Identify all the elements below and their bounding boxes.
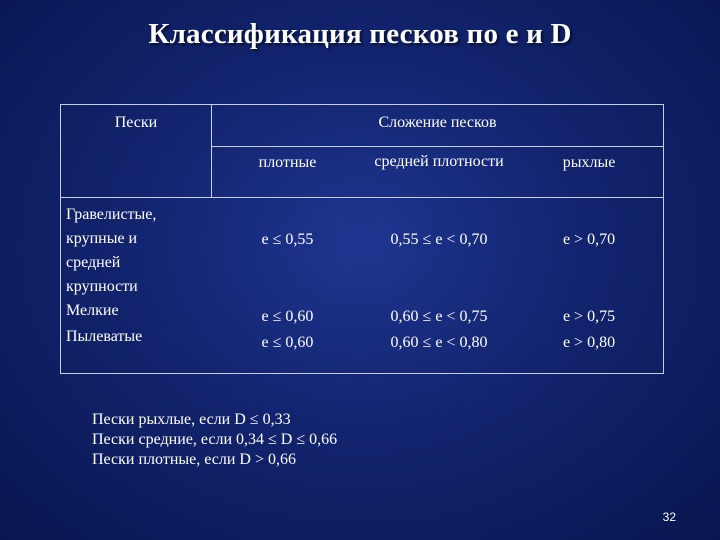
column-dense: плотные xyxy=(258,154,317,171)
table-cell: 0,55 ≤ e < 0,70 xyxy=(390,231,488,248)
column-loose: рыхлые xyxy=(562,154,616,171)
row-label: крупности xyxy=(66,278,138,295)
table-cell: 0,60 ≤ e < 0,75 xyxy=(390,308,488,325)
table-cell: 0,60 ≤ e < 0,80 xyxy=(390,334,488,351)
row-label: крупные и xyxy=(66,230,138,247)
density-notes xyxy=(92,410,337,470)
table-cell: e > 0,75 xyxy=(562,308,616,325)
table-cell: e ≤ 0,55 xyxy=(261,231,314,248)
note-line: Пески плотные, если D > 0,66 xyxy=(92,451,296,468)
table-cell: e ≤ 0,60 xyxy=(261,334,314,351)
classification-table xyxy=(60,104,664,374)
slide-title: Классификация песков по e и D xyxy=(148,18,572,50)
row-label: Пылеватые xyxy=(66,328,143,345)
row-label: средней xyxy=(66,254,121,271)
column-medium-density: средней плотности xyxy=(374,153,504,170)
note-line: Пески рыхлые, если D ≤ 0,33 xyxy=(92,411,291,428)
table-divider xyxy=(61,197,663,198)
row-label: Мелкие xyxy=(66,302,119,319)
slide-number: 32 xyxy=(662,510,676,524)
note-line: Пески средние, если 0,34 ≤ D ≤ 0,66 xyxy=(92,431,338,448)
table-cell: e > 0,70 xyxy=(562,231,616,248)
table-divider xyxy=(211,146,664,147)
header-sands: Пески xyxy=(114,114,158,131)
header-composition: Сложение песков xyxy=(378,114,497,131)
row-label: Гравелистые, xyxy=(66,206,157,223)
table-cell: e ≤ 0,60 xyxy=(261,308,314,325)
table-cell: e > 0,80 xyxy=(562,334,616,351)
